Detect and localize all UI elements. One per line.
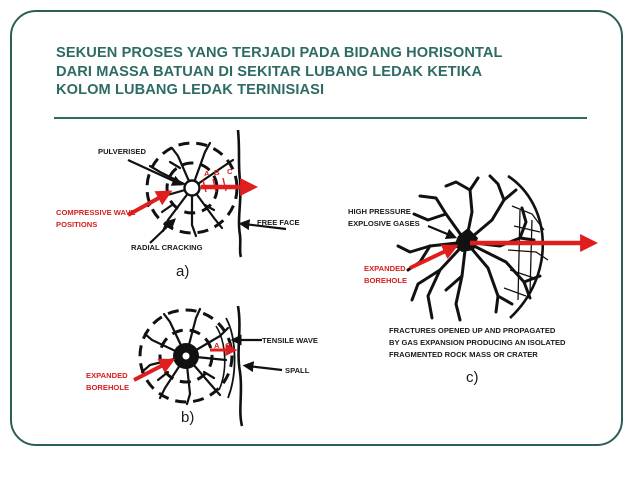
spall-pointer — [248, 366, 282, 370]
caption-b: b) — [181, 409, 195, 426]
label-letter-a: A — [204, 169, 210, 178]
label-radial-cracking: RADIAL CRACKING — [131, 243, 203, 252]
label-borehole-c: BOREHOLE — [364, 276, 408, 285]
title-line-2: DARI MASSA BATUAN DI SEKITAR LUBANG LEDAK KETIKA — [56, 63, 483, 80]
label-borehole-b: BOREHOLE — [86, 383, 130, 392]
title-line-3: KOLOM LUBANG LEDAK TERINISIASI — [56, 82, 325, 98]
free-face-b — [238, 306, 242, 426]
label-free-face: FREE FACE — [257, 218, 300, 227]
label-letter-b: B — [214, 168, 220, 177]
label-fractures-2: BY GAS EXPANSION PRODUCING AN ISOLATED — [389, 338, 566, 347]
label-letter-a-b: A — [214, 341, 220, 350]
title-line-1: SEKUEN PROSES YANG TERJADI PADA BIDANG HORISONTAL — [56, 45, 503, 61]
panel-a — [56, 130, 300, 280]
label-high-pressure: HIGH PRESSURE — [348, 207, 411, 216]
label-tensile-wave: TENSILE WAVE — [262, 336, 318, 345]
label-fractures-3: FRAGMENTED ROCK MASS OR CRATER — [389, 350, 538, 359]
label-explosive-gases: EXPLOSIVE GASES — [348, 219, 420, 228]
label-expanded-c: EXPANDED — [364, 264, 406, 273]
label-positions: POSITIONS — [56, 220, 98, 229]
caption-a: a) — [176, 263, 190, 280]
label-letter-c: C — [227, 167, 233, 176]
caption-c: c) — [466, 369, 479, 386]
panel-c — [348, 176, 590, 386]
label-compressive-wave: COMPRESSIVE WAVE — [56, 208, 136, 217]
label-letter-b-b: B — [226, 341, 232, 350]
borehole-a — [185, 181, 200, 196]
label-spall: SPALL — [285, 366, 310, 375]
label-expanded-b: EXPANDED — [86, 371, 128, 380]
crater-outline — [508, 176, 543, 318]
panel-b — [86, 306, 318, 426]
label-pulverised: PULVERISED — [98, 147, 146, 156]
label-fractures-1: FRACTURES OPENED UP AND PROPAGATED — [389, 326, 556, 335]
gas-pointer — [428, 226, 452, 236]
free-face-a — [238, 130, 241, 257]
radial-cracking-pointer — [150, 222, 172, 243]
borehole-core-b — [183, 353, 190, 360]
